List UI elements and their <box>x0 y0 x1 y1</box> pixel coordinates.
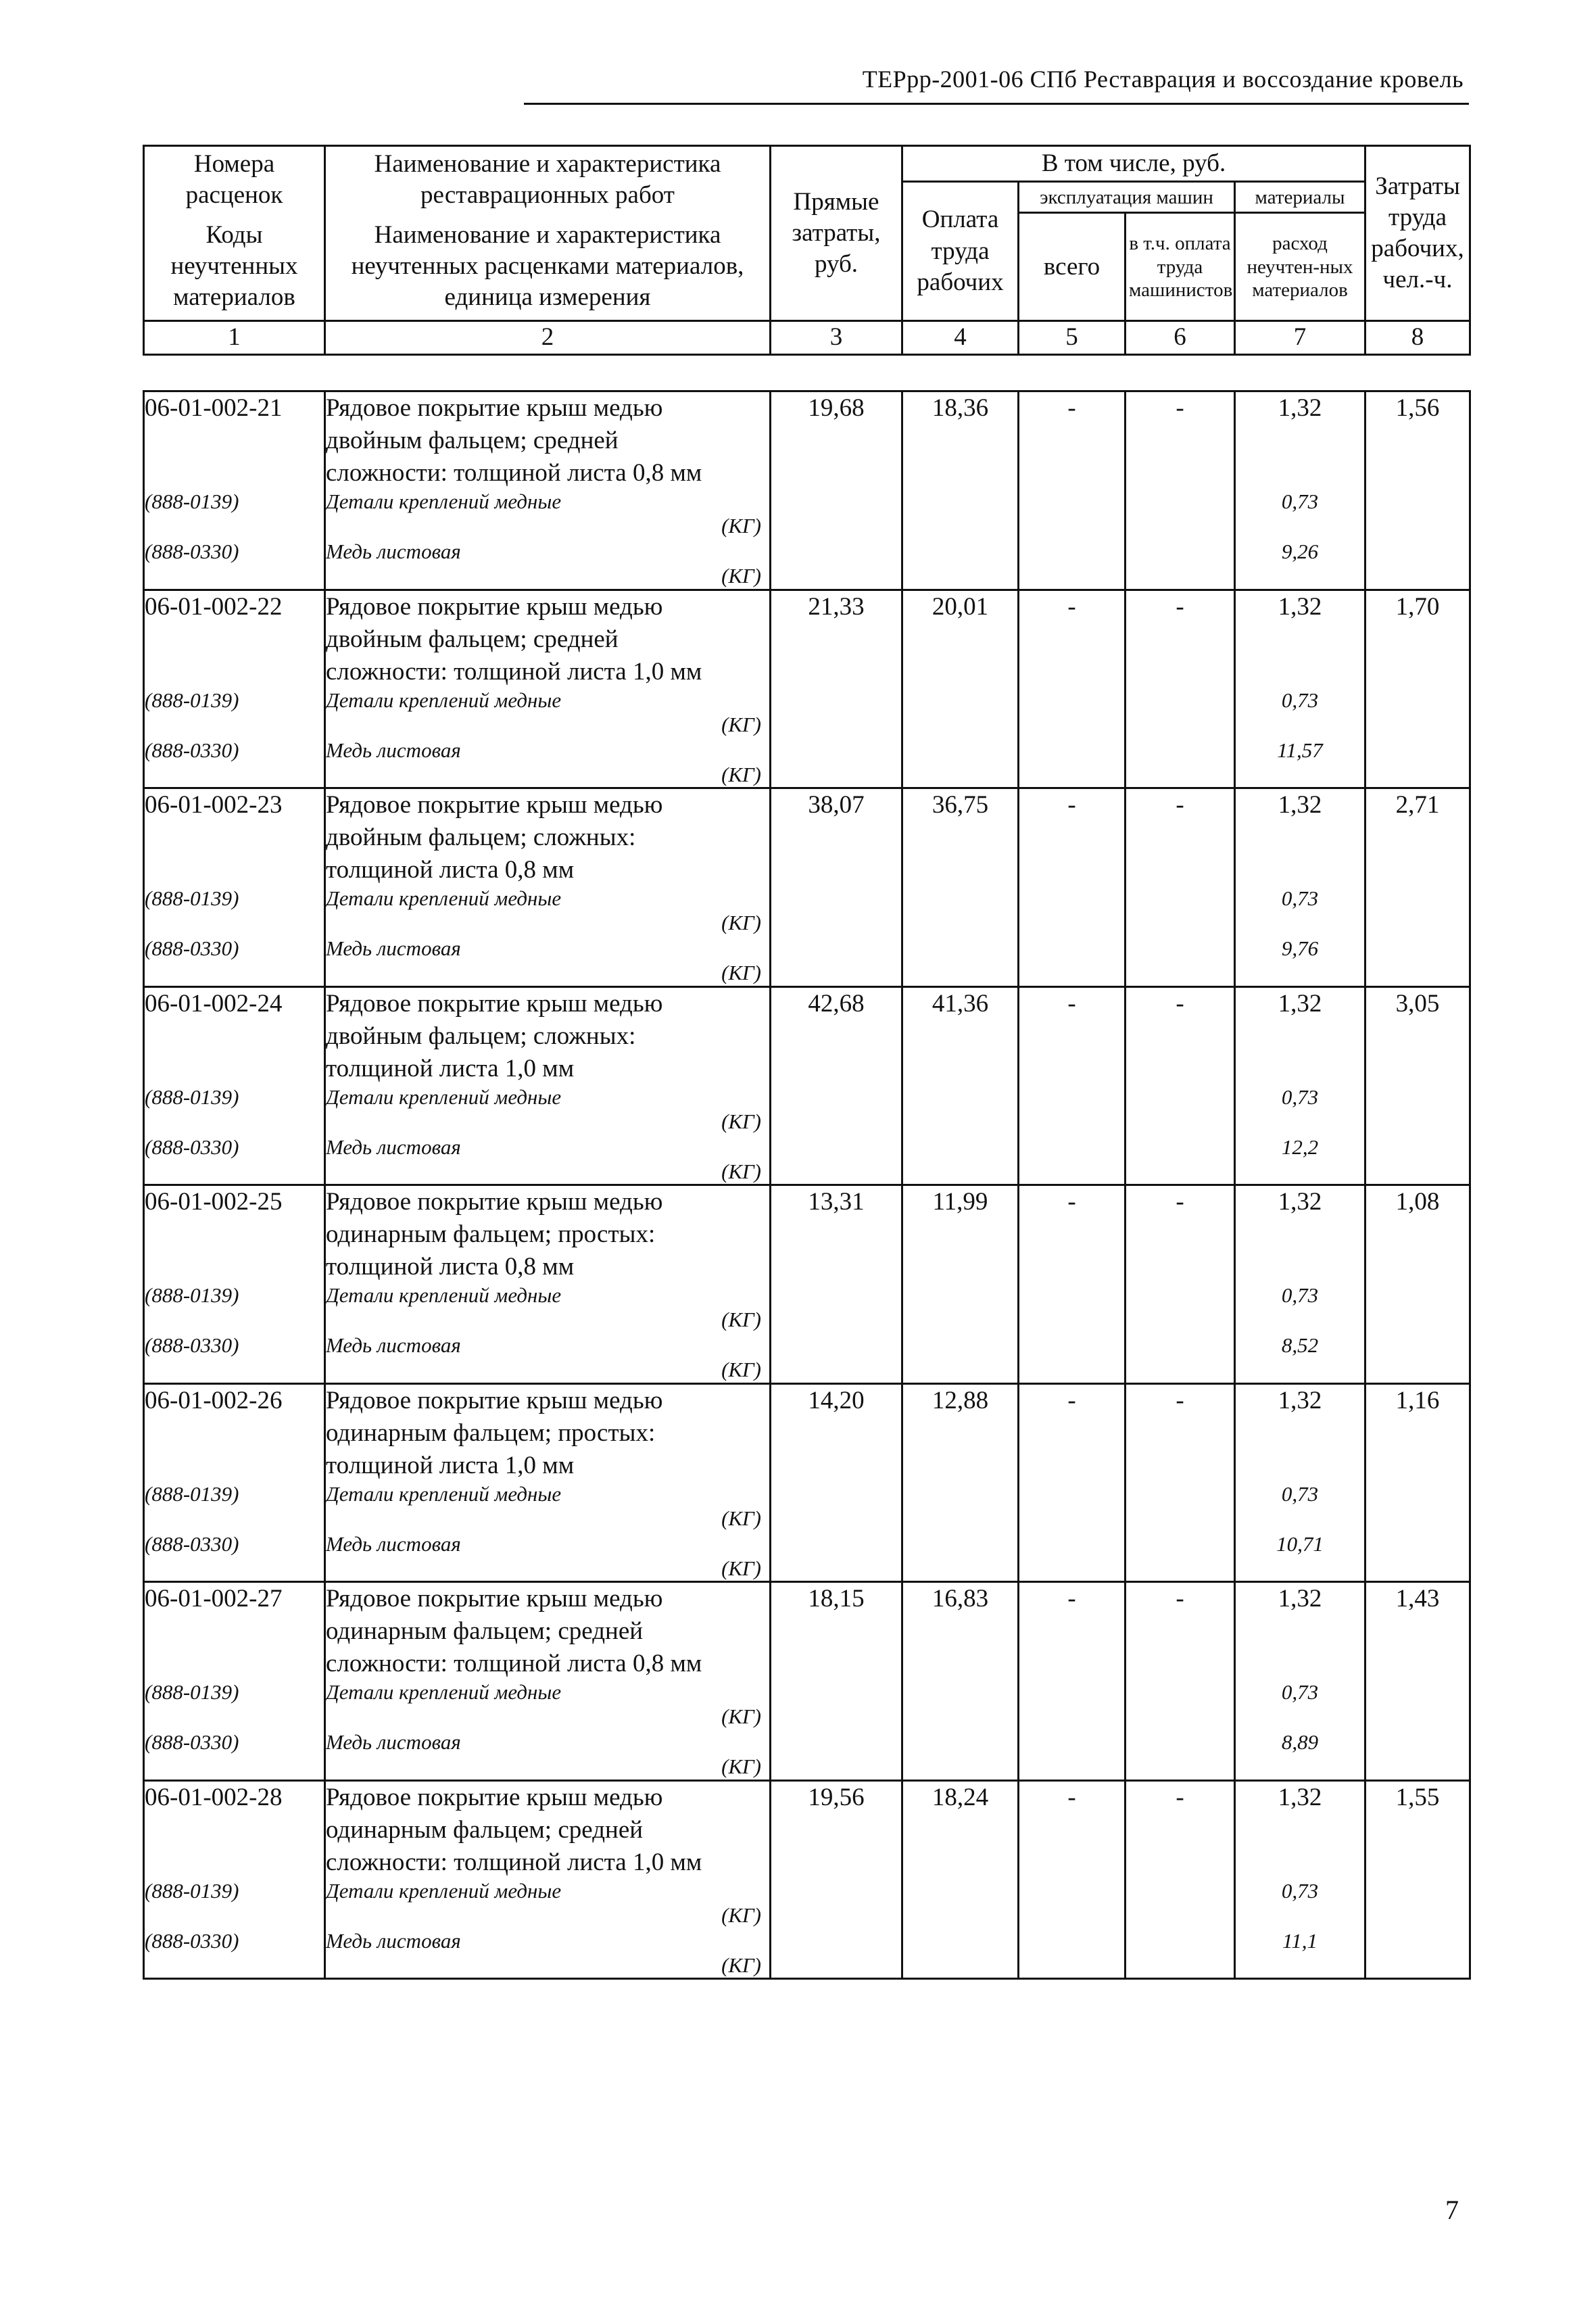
empty-cell <box>902 1283 1019 1333</box>
material-unit: (КГ) <box>721 514 761 538</box>
material-name <box>325 1135 771 1185</box>
material-unit: (КГ) <box>721 1953 761 1977</box>
material-name-text: Детали креплений медные <box>326 1680 562 1704</box>
rate-name-line: сложности: толщиной листа 0,8 мм <box>326 1650 702 1677</box>
empty-cell <box>1019 540 1126 590</box>
material-row <box>144 738 1470 788</box>
direct-costs: 38,07 <box>771 788 902 887</box>
material-code: (888-0139) <box>144 1879 325 1929</box>
material-expense: 9,76 <box>1235 936 1365 986</box>
machines-total: - <box>1019 1185 1126 1284</box>
empty-cell <box>1365 1482 1470 1532</box>
rate-row <box>144 1780 1470 1879</box>
material-unit: (КГ) <box>721 1506 761 1530</box>
empty-cell <box>902 490 1019 540</box>
empty-cell <box>771 1929 902 1979</box>
material-code: (888-0330) <box>144 1333 325 1383</box>
rate-name-line: Рядовое покрытие крыш медью <box>326 791 663 819</box>
empty-cell <box>1126 738 1235 788</box>
material-expense: 0,73 <box>1235 886 1365 936</box>
material-name-text: Детали креплений медные <box>326 1283 562 1307</box>
col-number: 6 <box>1126 321 1235 354</box>
empty-cell <box>771 936 902 986</box>
empty-cell <box>1365 688 1470 738</box>
col-labor-pay-header: Оплата труда рабочих <box>902 182 1019 321</box>
material-code: (888-0139) <box>144 688 325 738</box>
empty-cell <box>902 1929 1019 1979</box>
material-expense: 0,73 <box>1235 1283 1365 1333</box>
material-expense: 12,2 <box>1235 1135 1365 1185</box>
materials-cost: 1,32 <box>1235 788 1365 887</box>
material-expense: 9,26 <box>1235 540 1365 590</box>
material-name-text: Детали креплений медные <box>326 886 562 910</box>
empty-cell <box>771 540 902 590</box>
material-expense: 0,73 <box>1235 1482 1365 1532</box>
rate-code: 06-01-002-22 <box>144 590 325 688</box>
materials-cost: 1,32 <box>1235 391 1365 490</box>
material-name <box>325 1532 771 1582</box>
rate-code: 06-01-002-26 <box>144 1383 325 1482</box>
material-expense: 11,57 <box>1235 738 1365 788</box>
col-number: 5 <box>1019 321 1126 354</box>
material-expense: 0,73 <box>1235 1879 1365 1929</box>
rate-code: 06-01-002-23 <box>144 788 325 887</box>
empty-cell <box>1365 540 1470 590</box>
rate-row <box>144 1582 1470 1681</box>
material-unit: (КГ) <box>721 1159 761 1183</box>
rate-name-line: одинарным фальцем; средней <box>326 1815 644 1844</box>
material-row <box>144 886 1470 936</box>
rate-name <box>325 1185 771 1284</box>
material-name <box>325 1333 771 1383</box>
material-name <box>325 688 771 738</box>
col-number: 2 <box>325 321 771 354</box>
empty-cell <box>902 886 1019 936</box>
material-expense: 10,71 <box>1235 1532 1365 1582</box>
material-name <box>325 1929 771 1979</box>
empty-cell <box>771 1135 902 1185</box>
material-expense: 8,89 <box>1235 1730 1365 1780</box>
material-name-text: Медь листовая <box>326 1730 461 1754</box>
rate-name-line: Рядовое покрытие крыш медью <box>326 989 663 1018</box>
material-code: (888-0330) <box>144 1929 325 1979</box>
empty-cell <box>1019 1135 1126 1185</box>
rate-name-line: Рядовое покрытие крыш медью <box>326 1783 663 1811</box>
labor-pay: 12,88 <box>902 1383 1019 1482</box>
material-unit: (КГ) <box>721 564 761 588</box>
col-works-header: Наименование и характеристика реставрационных работ <box>325 146 771 213</box>
empty-cell <box>1126 1135 1235 1185</box>
empty-cell <box>1019 1283 1126 1333</box>
header-rule <box>524 103 1469 105</box>
labor-hours: 2,71 <box>1365 788 1470 887</box>
rate-name-line: толщиной листа 1,0 мм <box>326 1054 575 1082</box>
rate-name-line: Рядовое покрытие крыш медью <box>326 1386 663 1414</box>
col-number: 4 <box>902 321 1019 354</box>
machines-total: - <box>1019 986 1126 1085</box>
including-header: В том числе, руб. <box>902 146 1365 182</box>
rate-row <box>144 391 1470 490</box>
rate-name-line: двойным фальцем; сложных: <box>326 1022 636 1050</box>
empty-cell <box>771 1085 902 1135</box>
material-unit: (КГ) <box>721 1556 761 1580</box>
col-labor-hours-header: Затраты труда рабочих, чел.-ч. <box>1365 146 1470 321</box>
empty-cell <box>902 1085 1019 1135</box>
empty-cell <box>902 1532 1019 1582</box>
empty-cell <box>1019 688 1126 738</box>
empty-cell <box>771 886 902 936</box>
material-row <box>144 1333 1470 1383</box>
machines-total: - <box>1019 391 1126 490</box>
empty-cell <box>902 540 1019 590</box>
machinists-pay: - <box>1126 590 1235 688</box>
material-expense: 0,73 <box>1235 688 1365 738</box>
empty-cell <box>1019 1333 1126 1383</box>
empty-cell <box>1126 1532 1235 1582</box>
col-material-codes-header: Коды неучтенных материалов <box>144 213 325 321</box>
empty-cell <box>771 1879 902 1929</box>
material-code: (888-0139) <box>144 1482 325 1532</box>
material-row <box>144 540 1470 590</box>
material-code: (888-0139) <box>144 1085 325 1135</box>
rate-name <box>325 788 771 887</box>
rate-name <box>325 391 771 490</box>
material-row <box>144 1879 1470 1929</box>
material-row <box>144 1283 1470 1333</box>
rate-name-line: двойным фальцем; средней <box>326 625 619 653</box>
rate-name <box>325 986 771 1085</box>
col-materials-expense-header: расход неучтен-ных материалов <box>1235 213 1365 321</box>
empty-cell <box>1365 1283 1470 1333</box>
rate-code: 06-01-002-27 <box>144 1582 325 1681</box>
empty-cell <box>1365 1532 1470 1582</box>
material-row <box>144 1929 1470 1979</box>
direct-costs: 14,20 <box>771 1383 902 1482</box>
material-name <box>325 1085 771 1135</box>
material-code: (888-0139) <box>144 490 325 540</box>
labor-pay: 20,01 <box>902 590 1019 688</box>
material-code: (888-0139) <box>144 1680 325 1730</box>
col-number: 8 <box>1365 321 1470 354</box>
running-header: ТЕРрр-2001-06 СПб Реставрация и воссоздание кровель <box>862 66 1464 93</box>
labor-hours: 1,70 <box>1365 590 1470 688</box>
material-row <box>144 1532 1470 1582</box>
empty-cell <box>1126 688 1235 738</box>
material-code: (888-0330) <box>144 738 325 788</box>
material-row <box>144 490 1470 540</box>
material-expense: 0,73 <box>1235 490 1365 540</box>
empty-cell <box>771 1333 902 1383</box>
materials-cost: 1,32 <box>1235 1582 1365 1681</box>
material-row <box>144 1135 1470 1185</box>
col-number: 3 <box>771 321 902 354</box>
material-name-text: Медь листовая <box>326 936 461 960</box>
empty-cell <box>1365 1879 1470 1929</box>
material-expense: 0,73 <box>1235 1085 1365 1135</box>
empty-cell <box>902 1680 1019 1730</box>
col-direct-header: Прямые затраты, руб. <box>771 146 902 321</box>
material-name <box>325 1730 771 1780</box>
empty-cell <box>1365 1333 1470 1383</box>
rate-name-line: толщиной листа 0,8 мм <box>326 856 575 884</box>
empty-cell <box>1019 1680 1126 1730</box>
machinists-pay: - <box>1126 788 1235 887</box>
empty-cell <box>1019 738 1126 788</box>
labor-pay: 11,99 <box>902 1185 1019 1284</box>
labor-pay: 36,75 <box>902 788 1019 887</box>
material-name-text: Медь листовая <box>326 1531 461 1556</box>
empty-cell <box>1126 540 1235 590</box>
empty-cell <box>1365 1085 1470 1135</box>
material-name <box>325 1482 771 1532</box>
material-unit: (КГ) <box>721 1704 761 1728</box>
material-code: (888-0330) <box>144 540 325 590</box>
empty-cell <box>1126 1333 1235 1383</box>
table-header <box>143 145 1471 356</box>
machinists-pay: - <box>1126 1185 1235 1284</box>
empty-cell <box>902 1879 1019 1929</box>
labor-pay: 41,36 <box>902 986 1019 1085</box>
rate-name <box>325 590 771 688</box>
material-row <box>144 1482 1470 1532</box>
materials-cost: 1,32 <box>1235 1185 1365 1284</box>
material-name-text: Медь листовая <box>326 1928 461 1953</box>
material-name-text: Медь листовая <box>326 1333 461 1357</box>
material-name <box>325 490 771 540</box>
material-unit: (КГ) <box>721 911 761 934</box>
rate-code: 06-01-002-25 <box>144 1185 325 1284</box>
machinists-pay: - <box>1126 1383 1235 1482</box>
material-code: (888-0330) <box>144 1532 325 1582</box>
empty-cell <box>771 1283 902 1333</box>
col-rates-header: Номера расценок <box>144 146 325 213</box>
empty-cell <box>1126 1482 1235 1532</box>
rate-name-line: двойным фальцем; средней <box>326 427 619 454</box>
machinists-pay: - <box>1126 1582 1235 1681</box>
material-expense: 8,52 <box>1235 1333 1365 1383</box>
labor-pay: 18,24 <box>902 1780 1019 1879</box>
material-row <box>144 1085 1470 1135</box>
rate-name-line: двойным фальцем; сложных: <box>326 824 636 851</box>
empty-cell <box>1126 886 1235 936</box>
empty-cell <box>771 688 902 738</box>
labor-hours: 1,55 <box>1365 1780 1470 1879</box>
rate-name-line: сложности: толщиной листа 1,0 мм <box>326 1848 702 1876</box>
material-name <box>325 540 771 590</box>
rate-name-line: Рядовое покрытие крыш медью <box>326 592 663 621</box>
material-name <box>325 936 771 986</box>
empty-cell <box>1126 936 1235 986</box>
empty-cell <box>902 688 1019 738</box>
empty-cell <box>1126 1085 1235 1135</box>
empty-cell <box>1365 1929 1470 1979</box>
material-row <box>144 1730 1470 1780</box>
machinists-pay: - <box>1126 1780 1235 1879</box>
rate-code: 06-01-002-28 <box>144 1780 325 1879</box>
empty-cell <box>1365 1680 1470 1730</box>
material-name <box>325 738 771 788</box>
empty-cell <box>771 1730 902 1780</box>
material-name <box>325 1283 771 1333</box>
material-unit: (КГ) <box>721 1109 761 1133</box>
rate-name-line: Рядовое покрытие крыш медью <box>326 394 663 422</box>
machinists-pay: - <box>1126 391 1235 490</box>
empty-cell <box>771 1482 902 1532</box>
machines-total: - <box>1019 1780 1126 1879</box>
material-name-text: Детали креплений медные <box>326 490 562 513</box>
rate-row <box>144 1185 1470 1284</box>
empty-cell <box>902 738 1019 788</box>
machines-total: - <box>1019 1383 1126 1482</box>
empty-cell <box>1019 1730 1126 1780</box>
material-unit: (КГ) <box>721 1308 761 1331</box>
rate-name-line: сложности: толщиной листа 1,0 мм <box>326 657 702 686</box>
direct-costs: 19,68 <box>771 391 902 490</box>
empty-cell <box>1019 1482 1126 1532</box>
rate-name <box>325 1383 771 1482</box>
labor-pay: 18,36 <box>902 391 1019 490</box>
labor-hours: 1,43 <box>1365 1582 1470 1681</box>
material-row <box>144 936 1470 986</box>
labor-hours: 1,56 <box>1365 391 1470 490</box>
material-name <box>325 886 771 936</box>
rate-row <box>144 590 1470 688</box>
col-machinists-pay-header: в т.ч. оплата труда машинистов <box>1126 213 1235 321</box>
machines-header: эксплуатация машин <box>1019 182 1235 213</box>
material-code: (888-0139) <box>144 1283 325 1333</box>
material-unit: (КГ) <box>721 961 761 984</box>
material-code: (888-0330) <box>144 1135 325 1185</box>
empty-cell <box>1019 1085 1126 1135</box>
empty-cell <box>1126 1283 1235 1333</box>
material-name-text: Детали креплений медные <box>326 688 562 712</box>
material-name-text: Медь листовая <box>326 738 461 762</box>
direct-costs: 18,15 <box>771 1582 902 1681</box>
material-name <box>325 1879 771 1929</box>
material-row <box>144 688 1470 738</box>
empty-cell <box>902 1730 1019 1780</box>
rate-name-line: Рядовое покрытие крыш медью <box>326 1585 663 1613</box>
machines-total: - <box>1019 1582 1126 1681</box>
rates-table <box>143 390 1471 1980</box>
material-unit: (КГ) <box>721 1903 761 1927</box>
empty-cell <box>1019 1879 1126 1929</box>
empty-cell <box>1019 1929 1126 1979</box>
empty-cell <box>1019 936 1126 986</box>
rate-name-line: толщиной листа 1,0 мм <box>326 1451 575 1479</box>
rate-name-line: толщиной листа 0,8 мм <box>326 1253 575 1281</box>
rate-name <box>325 1780 771 1879</box>
labor-hours: 3,05 <box>1365 986 1470 1085</box>
empty-cell <box>1019 1532 1126 1582</box>
empty-cell <box>771 490 902 540</box>
material-unit: (КГ) <box>721 712 761 736</box>
rate-name-line: Рядовое покрытие крыш медью <box>326 1188 663 1216</box>
materials-cost: 1,32 <box>1235 1780 1365 1879</box>
empty-cell <box>1365 886 1470 936</box>
empty-cell <box>1126 490 1235 540</box>
empty-cell <box>1365 490 1470 540</box>
material-name-text: Медь листовая <box>326 540 461 563</box>
rate-row <box>144 788 1470 887</box>
direct-costs: 13,31 <box>771 1185 902 1284</box>
empty-cell <box>1365 1730 1470 1780</box>
empty-cell <box>902 1135 1019 1185</box>
material-unit: (КГ) <box>721 762 761 786</box>
material-unit: (КГ) <box>721 1358 761 1381</box>
col-number: 1 <box>144 321 325 354</box>
col-number: 7 <box>1235 321 1365 354</box>
rate-row <box>144 986 1470 1085</box>
rate-name-line: одинарным фальцем; простых: <box>326 1418 656 1447</box>
col-material-names-header: Наименование и характеристика неучтенных расценками материалов, единица измерения <box>325 213 771 321</box>
rate-name-line: одинарным фальцем; средней <box>326 1617 644 1645</box>
empty-cell <box>771 1680 902 1730</box>
page-number: 7 <box>1445 2195 1459 2225</box>
material-row <box>144 1680 1470 1730</box>
labor-hours: 1,16 <box>1365 1383 1470 1482</box>
rate-code: 06-01-002-21 <box>144 391 325 490</box>
materials-cost: 1,32 <box>1235 986 1365 1085</box>
material-name-text: Детали креплений медные <box>326 1481 562 1506</box>
empty-cell <box>1365 738 1470 788</box>
material-code: (888-0330) <box>144 936 325 986</box>
materials-header: материалы <box>1235 182 1365 213</box>
material-name-text: Детали креплений медные <box>326 1878 562 1903</box>
machines-total: - <box>1019 788 1126 887</box>
empty-cell <box>1126 1680 1235 1730</box>
labor-pay: 16,83 <box>902 1582 1019 1681</box>
direct-costs: 42,68 <box>771 986 902 1085</box>
direct-costs: 21,33 <box>771 590 902 688</box>
rate-row <box>144 1383 1470 1482</box>
empty-cell <box>902 1482 1019 1532</box>
rate-code: 06-01-002-24 <box>144 986 325 1085</box>
material-name <box>325 1680 771 1730</box>
rate-name-line: одинарным фальцем; простых: <box>326 1220 656 1248</box>
labor-hours: 1,08 <box>1365 1185 1470 1284</box>
empty-cell <box>771 738 902 788</box>
material-expense: 11,1 <box>1235 1929 1365 1979</box>
empty-cell <box>1126 1730 1235 1780</box>
material-name-text: Медь листовая <box>326 1135 461 1159</box>
material-unit: (КГ) <box>721 1755 761 1778</box>
materials-cost: 1,32 <box>1235 1383 1365 1482</box>
material-name-text: Детали креплений медные <box>326 1084 562 1109</box>
direct-costs: 19,56 <box>771 1780 902 1879</box>
rate-name-line: сложности: толщиной листа 0,8 мм <box>326 459 702 487</box>
machines-total: - <box>1019 590 1126 688</box>
machinists-pay: - <box>1126 986 1235 1085</box>
empty-cell <box>902 936 1019 986</box>
col-machines-total-header: всего <box>1019 213 1126 321</box>
material-expense: 0,73 <box>1235 1680 1365 1730</box>
empty-cell <box>902 1333 1019 1383</box>
rate-name <box>325 1582 771 1681</box>
material-code: (888-0139) <box>144 886 325 936</box>
empty-cell <box>1019 490 1126 540</box>
material-code: (888-0330) <box>144 1730 325 1780</box>
empty-cell <box>771 1532 902 1582</box>
empty-cell <box>1019 886 1126 936</box>
empty-cell <box>1126 1879 1235 1929</box>
empty-cell <box>1126 1929 1235 1979</box>
empty-cell <box>1365 936 1470 986</box>
empty-cell <box>1365 1135 1470 1185</box>
materials-cost: 1,32 <box>1235 590 1365 688</box>
